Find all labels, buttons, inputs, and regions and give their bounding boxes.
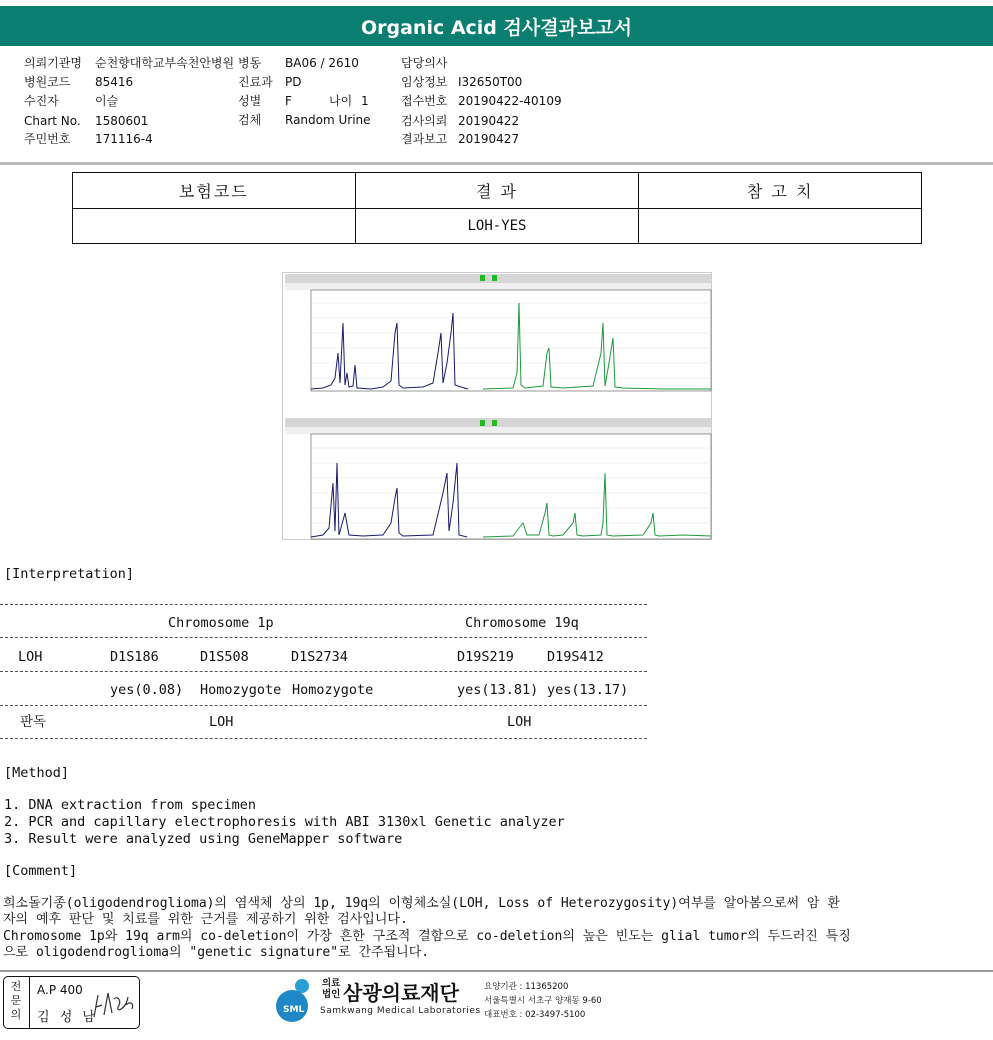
interpretation-heading: [Interpretation]: [4, 566, 135, 582]
org-address: [484, 980, 602, 1022]
signature-box: [3, 976, 140, 1029]
verdict-label: 판독: [20, 714, 47, 730]
accession-value: 20190422-40109: [458, 94, 562, 108]
sml-logo-icon: [270, 976, 320, 1026]
marker: D1S2734: [291, 649, 348, 665]
age-value: 1: [361, 94, 369, 108]
addr-line: 서울특별시 서초구 양재동 9-60: [484, 996, 602, 1006]
header-divider: [0, 162, 993, 165]
insurance-code-cell: [73, 209, 356, 244]
clinical-label: 임상정보: [401, 75, 448, 89]
clinical-value: I32650T00: [458, 75, 523, 89]
verdict-19q: LOH: [507, 714, 532, 730]
request-date: 20190422: [458, 114, 520, 128]
divider: [0, 637, 647, 638]
footer-divider: [0, 970, 993, 972]
report-title: Organic Acid 검사결과보고서: [0, 6, 993, 46]
accession-label: 접수번호: [401, 94, 448, 108]
specimen-label: 검체: [238, 113, 262, 127]
sign-separator: [29, 977, 30, 1028]
specimen-value: Random Urine: [285, 113, 371, 127]
resident-value: 171116-4: [95, 132, 153, 146]
report-label: 결과보고: [401, 132, 448, 146]
institution-label: 의뢰기관명: [24, 56, 82, 70]
addr-line: 요양기관 : 11365200: [484, 982, 569, 992]
comment-heading: [Comment]: [4, 863, 78, 879]
hospital-code-value: 85416: [95, 75, 134, 89]
method-line: 3. Result were analyzed using GeneMapper software: [4, 831, 403, 847]
org-english-name: Samkwang Medical Laboratories: [320, 1006, 481, 1016]
sex-label: 성별: [238, 94, 262, 108]
marker-value: Homozygote: [292, 682, 374, 698]
method-line: 1. DNA extraction from specimen: [4, 797, 256, 813]
comment-line: 으로 oligodendroglioma의 "genetic signature"로 간주됩니다.: [3, 945, 430, 960]
request-label: 검사의뢰: [401, 114, 448, 128]
method-heading: [Method]: [4, 765, 70, 781]
chr1p-label: Chromosome 1p: [168, 615, 274, 631]
marker-value: Homozygote: [200, 682, 282, 698]
electropherogram-image: [282, 272, 712, 540]
result-header: 결 과: [355, 173, 639, 209]
result-table: [72, 172, 922, 244]
marker: D1S508: [200, 649, 249, 665]
org-small-label: [322, 978, 340, 1000]
resident-label: 주민번호: [24, 132, 71, 146]
org-small-2: 법인: [322, 989, 341, 1000]
divider: [0, 671, 647, 672]
result-cell: LOH-YES: [355, 209, 639, 244]
marker: D19S412: [547, 649, 604, 665]
patient-name: 이슬: [95, 94, 119, 108]
method-line: 2. PCR and capillary electrophoresis with ABI 3130xl Genetic analyzer: [4, 814, 565, 830]
divider: [0, 738, 647, 739]
ward-value: BA06 / 2610: [285, 56, 359, 70]
signer-name: 김 성 남: [37, 1010, 98, 1025]
institution-value: 순천향대학교부속천안병원: [95, 56, 235, 70]
chart-value: 1580601: [95, 114, 149, 128]
addr-line: 대표번호 : 02-3497-5100: [484, 1010, 586, 1020]
verdict-1p: LOH: [209, 714, 234, 730]
signature-scribble: [92, 987, 140, 1023]
marker: D19S219: [457, 649, 514, 665]
reference-cell: [639, 209, 922, 244]
loh-label: LOH: [18, 649, 43, 665]
org-name: 삼광의료재단: [343, 981, 459, 1005]
ap-number: A.P 400: [37, 983, 83, 997]
marker-value: yes(0.08): [110, 682, 184, 698]
org-small-1: 의료: [322, 978, 341, 989]
chr19q-label: Chromosome 19q: [465, 615, 579, 631]
report-date: 20190427: [458, 132, 520, 146]
comment-line: 자의 예후 판단 및 치료를 위한 근거를 제공하기 위한 검사입니다.: [3, 912, 408, 927]
dept-label: 진료과: [238, 75, 273, 89]
logo-text: SML: [283, 1005, 305, 1015]
chart-label: Chart No.: [24, 114, 81, 128]
ward-label: 병동: [238, 56, 262, 70]
reference-header: 참 고 치: [639, 173, 922, 209]
sign-vertical-label: 전문의: [10, 980, 22, 1021]
patient-label: 수진자: [24, 94, 59, 108]
comment-line: Chromosome 1p와 19q arm의 co-deletion이 가장 흔한 구조적 결함으로 co-deletion의 높은 빈도는 glial tumor의 두드러진 특징: [3, 929, 851, 944]
marker-value: yes(13.81): [457, 682, 539, 698]
marker: D1S186: [110, 649, 159, 665]
sex-value: F: [285, 94, 292, 108]
comment-line: 희소돌기종(oligodendroglioma)의 염색체 상의 1p, 19q의 이형체소실(LOH, Loss of Heterozygosity)여부를 알아봄으로써 암 환: [3, 896, 840, 911]
divider: [0, 705, 647, 706]
doctor-label: 담당의사: [401, 56, 448, 70]
marker-value: yes(13.17): [547, 682, 629, 698]
age-label: 나이: [329, 94, 353, 108]
insurance-code-header: 보험코드: [73, 173, 356, 209]
dept-value: PD: [285, 75, 302, 89]
hospital-code-label: 병원코드: [24, 75, 71, 89]
divider: [0, 604, 647, 605]
